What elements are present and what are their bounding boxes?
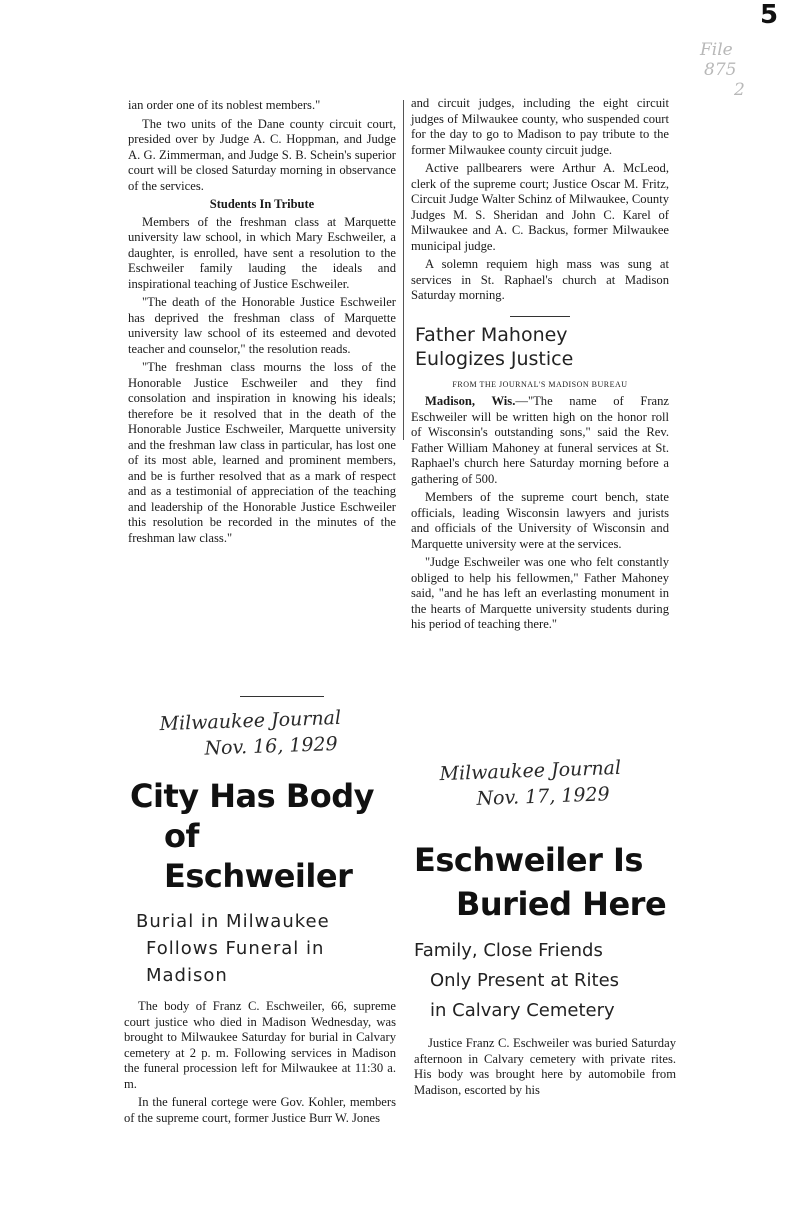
- deck-line-3: in Calvary Cemetery: [430, 1000, 615, 1021]
- article-left: [124, 776, 396, 1129]
- paragraph: The two units of the Dane county circuit court, presided over by Judge A. C. Hoppman, and Judge A. G. Zimmerman, and Judge S. B. Schein's superior court will be closed Saturday morning in observance of the services.: [128, 116, 396, 193]
- paragraph: ian order one of its noblest members.": [128, 98, 321, 112]
- headline-line-2: Eulogizes Justice: [415, 347, 574, 370]
- margin-note-line-1: File: [700, 40, 733, 60]
- deck-line-1: Burial in Milwaukee: [136, 911, 330, 932]
- deck-line-2: Only Present at Rites: [430, 970, 620, 991]
- paragraph: In the funeral cortege were Gov. Kohler, members of the supreme court, former Justice Burr W. Jones: [124, 1095, 396, 1125]
- deck: [124, 908, 396, 989]
- paragraph: "Judge Eschweiler was one who felt constantly obliged to help his fellowmen," Father Mahoney said, "and he has left an everlasting monument in the hearts of Marquette university students during his period of teaching there.": [411, 555, 669, 631]
- separator-rule: [510, 316, 570, 317]
- subhead: Students In Tribute: [209, 197, 315, 211]
- clipping-note-right: [439, 755, 622, 813]
- paragraph: "The freshman class mourns the loss of the Honorable Justice Eschweiler and they find consolation and inspiration in knowing his ideals; therefore be it resolved that in the death of the Honorable Justice Eschweiler, Marquette university and the freshman law class in particular, has lost one of its most able, learned and prominent members, and be is further resolved that as a mark of respect and as a testimonial of appreciation of the teaching and leadership of the Honorable Justice Eschweiler this resolution be recorded in the minutes of the freshman law class.": [128, 360, 396, 545]
- right-column: [411, 96, 669, 636]
- headline-line-2: Buried Here: [456, 885, 667, 923]
- headline-line-1: Eschweiler Is: [414, 841, 643, 879]
- separator-rule: [240, 696, 324, 697]
- headline: [124, 776, 396, 896]
- column-divider: [403, 100, 404, 440]
- paragraph: Active pallbearers were Arthur A. McLeod, clerk of the supreme court; Justice Oscar M. Fritz, Circuit Judge Walter Schinz of Milwaukee, County Judges M. S. Sheridan and John C. Karel of Milwaukee and A. C. Backus, former Milwaukee municipal judge.: [411, 161, 669, 253]
- article-body: [124, 999, 396, 1126]
- dateline: Madison, Wis.: [425, 394, 516, 408]
- paragraph: Members of the supreme court bench, state officials, leading Wisconsin lawyers and jurists and officials of the University of Wisconsin and Marquette university were at the services.: [411, 490, 669, 551]
- paragraph: [411, 394, 669, 487]
- margin-note-line-2: 875: [704, 60, 737, 80]
- headline-line-1: City Has Body: [130, 777, 374, 815]
- page-number: 5: [760, 0, 779, 30]
- paragraph-body: —"The name of Franz Eschweiler will be written high on the honor roll of Wisconsin's outstanding sons," said the Rev. Father William Mahoney at funeral services at St. Raphael's church here Saturday morning before a gathering of 500.: [411, 394, 669, 486]
- margin-note-line-3: 2: [734, 80, 745, 100]
- article-body: [414, 1036, 676, 1098]
- headline: [415, 323, 669, 371]
- left-column: [128, 98, 396, 549]
- paragraph: A solemn requiem high mass was sung at services in St. Raphael's church at Madison Saturday morning.: [411, 257, 669, 302]
- headline: [414, 838, 676, 926]
- deck-line-2: Follows Funeral in: [146, 938, 325, 959]
- paragraph: "The death of the Honorable Justice Eschweiler has deprived the freshman class of Marquette university law school of its esteemed and devoted teacher and counselor," the resolution reads.: [128, 295, 396, 356]
- article-right: [414, 838, 676, 1101]
- clipping-note-date: Nov. 16, 1929: [204, 732, 339, 760]
- headline-line-1: Father Mahoney: [415, 323, 568, 346]
- paragraph: Justice Franz C. Eschweiler was buried Saturday afternoon in Calvary cemetery with private rites. His body was brought here by automobile from Madison, escorted by his: [414, 1036, 676, 1097]
- deck-line-3: Madison: [146, 965, 228, 986]
- headline-line-2: of Eschweiler: [164, 817, 353, 895]
- clipping-note-source: Milwaukee Journal: [439, 756, 622, 786]
- paragraph: Members of the freshman class at Marquette university law school, in which Mary Eschweiler, a daughter, is enrolled, have sent a resolution to the Eschweiler family lauding the ideals and inspirational teaching of Justice Eschweiler.: [128, 214, 396, 291]
- clipping-note-source: Milwaukee Journal: [159, 706, 342, 736]
- clipping-note-left: [159, 705, 342, 763]
- clipping-note-date: Nov. 17, 1929: [476, 783, 611, 810]
- bureau-line: FROM THE JOURNAL'S MADISON BUREAU: [452, 379, 628, 389]
- deck: [414, 936, 676, 1026]
- paragraph: The body of Franz C. Eschweiler, 66, supreme court justice who died in Madison Wednesday, was brought to Milwaukee Saturday for burial in Calvary cemetery at 2 p. m. Following services in Madison the funeral procession left for Milwaukee at 11:30 a. m.: [124, 999, 396, 1091]
- paragraph: and circuit judges, including the eight circuit judges of Milwaukee county, who suspended court for the day to go to Madison to pay tribute to the former Milwaukee county circuit judge.: [411, 96, 669, 157]
- margin-note: [700, 40, 745, 100]
- deck-line-1: Family, Close Friends: [414, 940, 603, 961]
